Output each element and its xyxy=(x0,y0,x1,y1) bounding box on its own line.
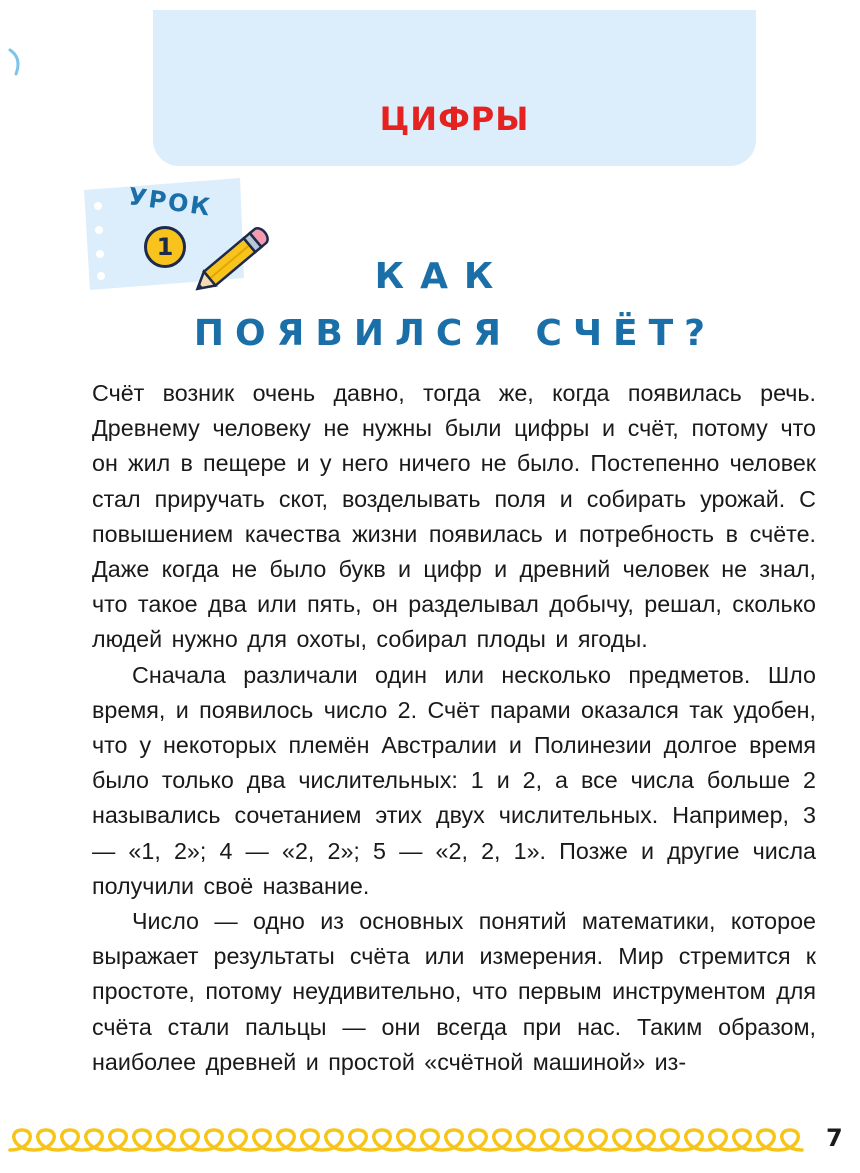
paragraph-1: Счёт возник очень давно, тогда же, когда появилась речь. Древнему человеку не нужны были цифры и счёт, потому что он жил в пещере и у него ничего не было. Постепенно человек стал приручать скот, возделывать поля и собирать урожай. С повышением качества жизни появилась и потребность в счёте. Даже когда не было букв и цифр и древний человек не знал, что такое два или пять, он разделывал добычу, решал, сколько людей нужно для охоты, собирал плоды и ягоды. xyxy=(92,380,816,653)
body-text xyxy=(92,376,816,1080)
chapter-title: ЦИФРЫ xyxy=(379,100,530,138)
lesson-title-line-2: ПОЯВИЛСЯ СЧЁТ? xyxy=(193,313,717,354)
paragraph-3: Число — одно из основных понятий математики, которое выражает результаты счёта или измерения. Мир стремится к простоте, потому неудивительно, что первым инструментом для счёта стали пальцы — они всегда при нас. Таким образом, наиболее древней и простой «счётной машиной» из- xyxy=(92,908,816,1075)
page-number: 7 xyxy=(826,1124,843,1152)
lesson-number-badge: 1 xyxy=(144,226,186,268)
chapter-header-banner xyxy=(153,10,756,166)
paragraph-2: Сначала различали один или несколько предметов. Шло время, и появилось число 2. Счёт парами оказался так удобен, что у некоторых племён Австралии и Полинезии долгое время было только два числительных: 1 и 2, а все числа больше 2 назывались сочетанием этих двух числительных. Например, 3 — «1, 2»; 4 — «2, 2»; 5 — «2, 2, 1». Позже и другие числа получили своё название. xyxy=(92,661,816,899)
lesson-label: УРОК xyxy=(126,182,214,222)
decorative-squiggle-icon xyxy=(8,48,28,78)
decorative-loop-border xyxy=(0,1122,822,1162)
lesson-title-line-1: КАК xyxy=(374,256,510,297)
